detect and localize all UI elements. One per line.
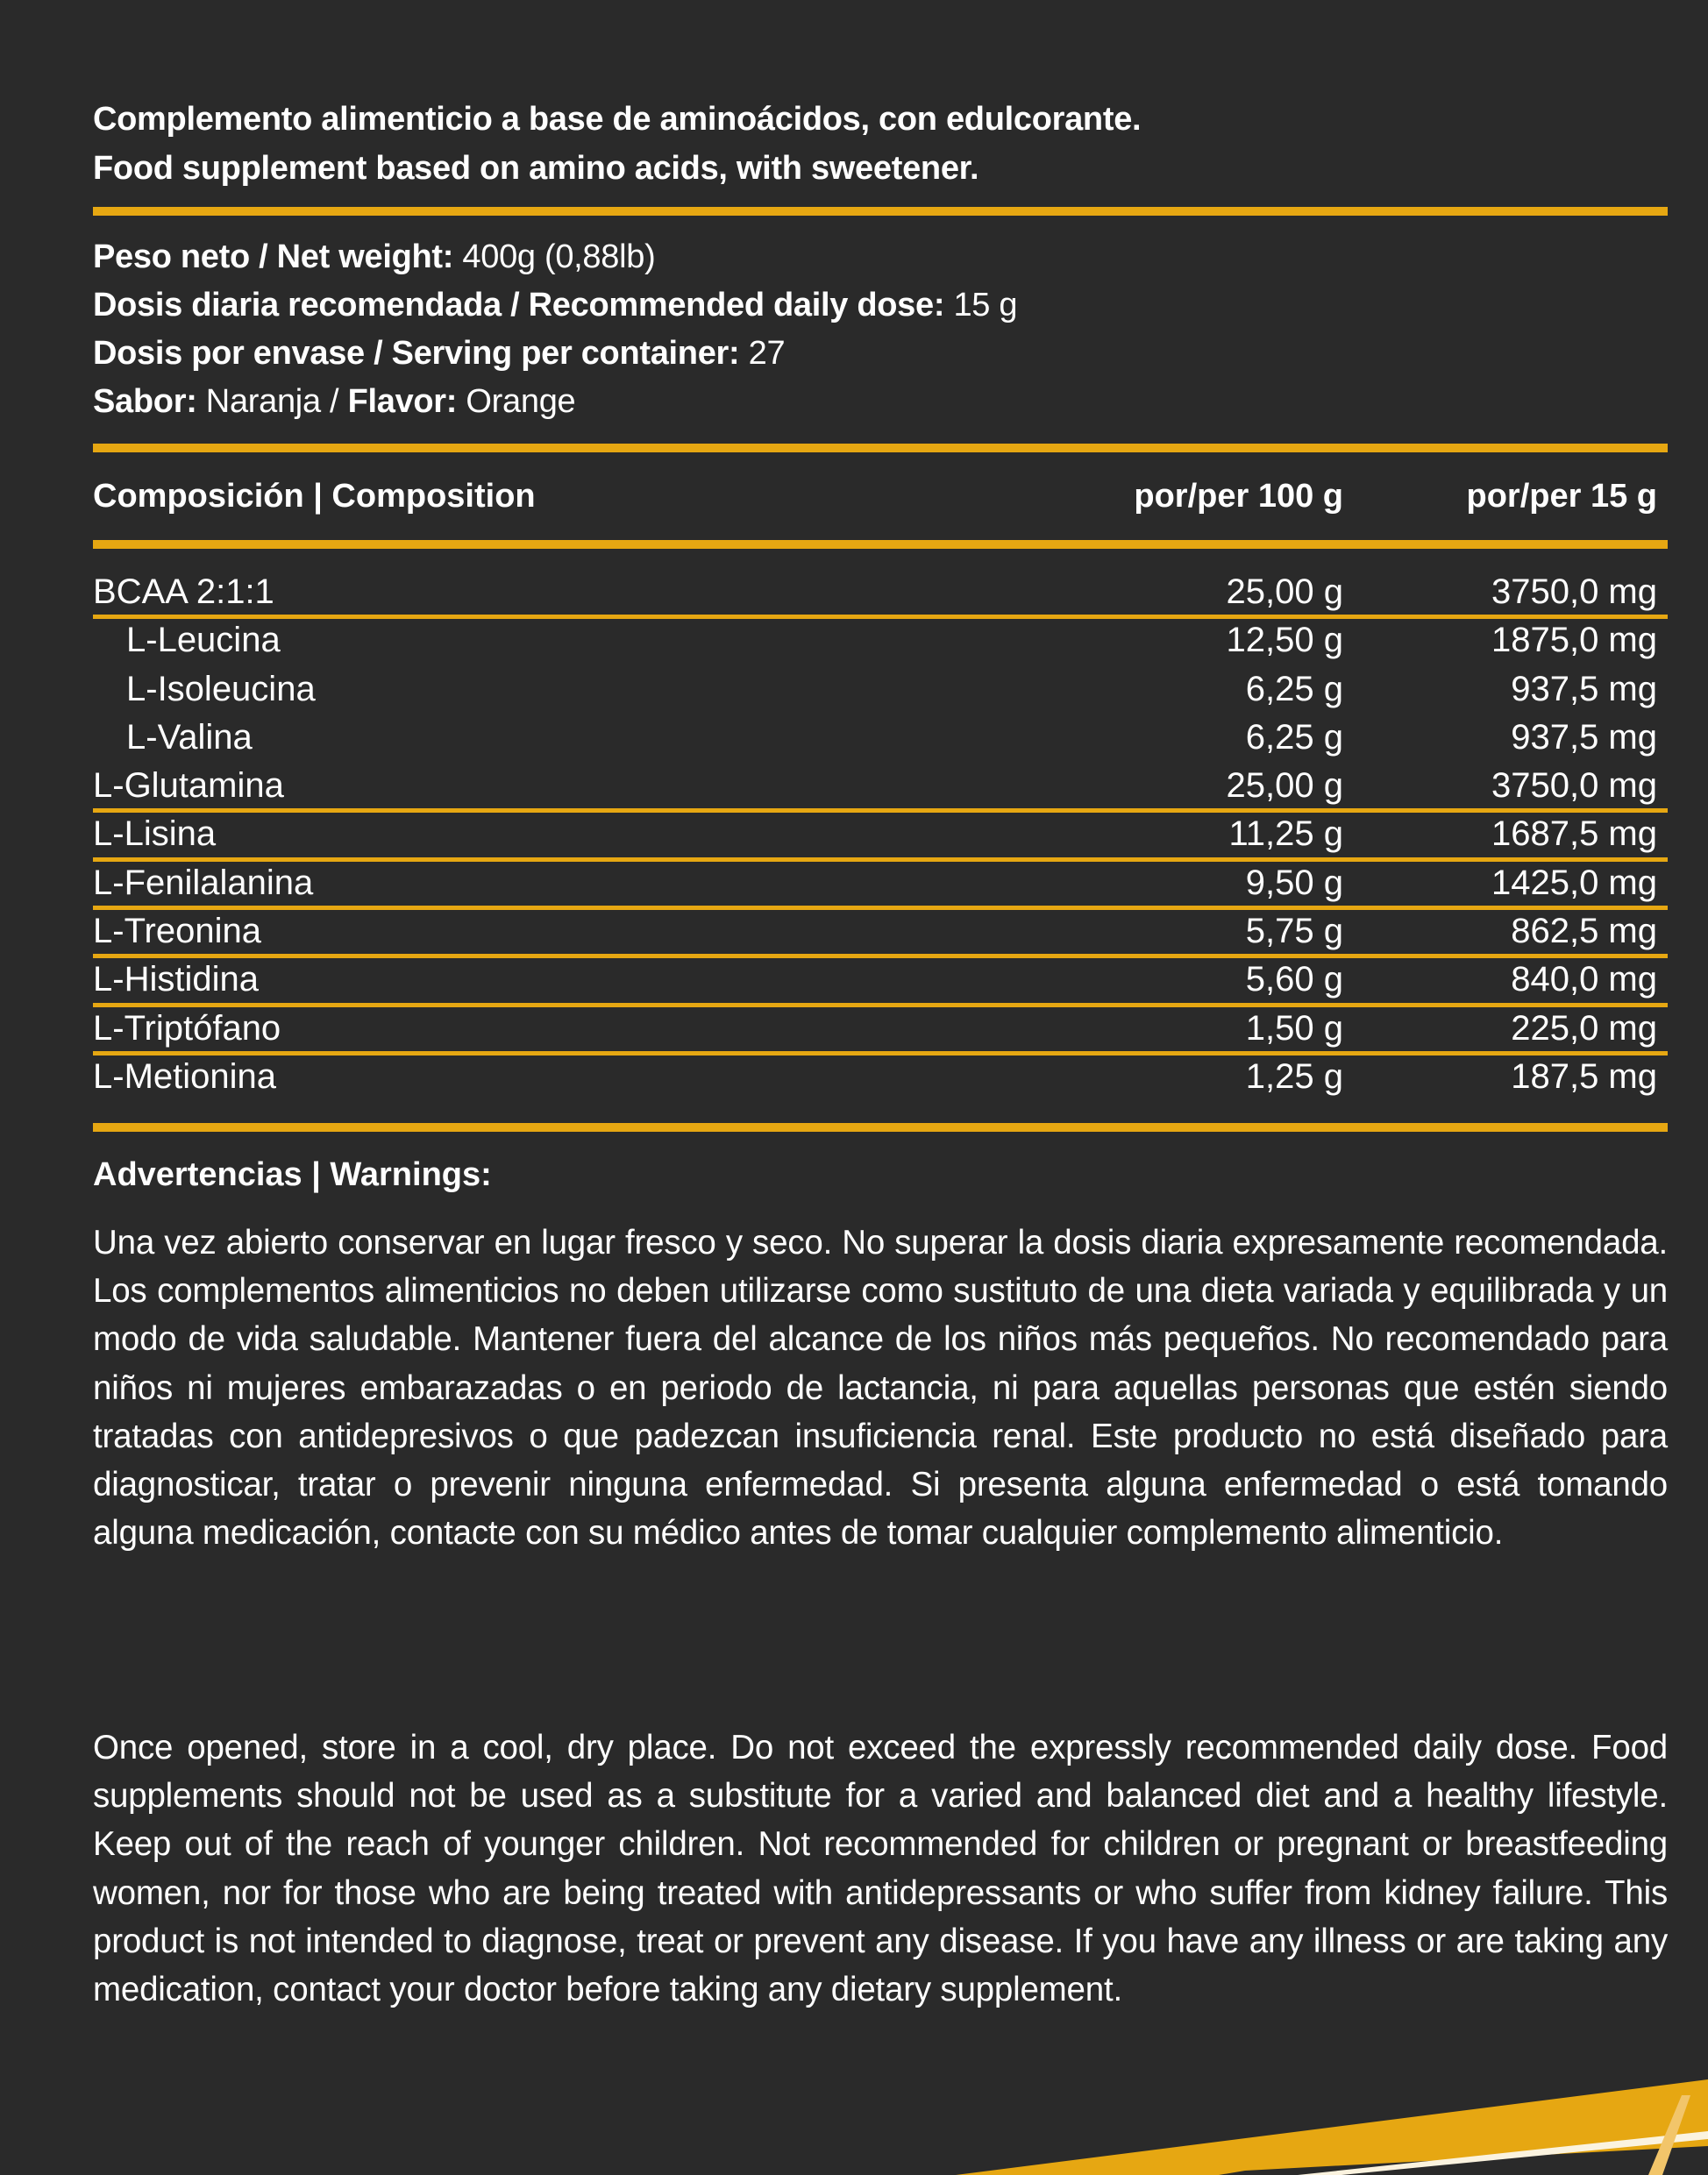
table-row [93,714,1668,762]
warnings-colon: : [480,1156,492,1193]
table-row [93,1005,1668,1053]
composition-table-header [93,470,1668,522]
table-row [93,810,1668,858]
net-weight-value: 400g (0,88lb) [453,238,656,275]
table-row [93,568,1668,616]
header-per-15g: por/per 15 g [1466,478,1657,515]
value-per-100g: 1,50 g [1245,1008,1343,1048]
table-row [93,1053,1668,1101]
value-per-15g: 3750,0 mg [1491,766,1657,806]
table-row [93,907,1668,956]
servings [93,330,1017,378]
net-weight-label: Peso neto / Net weight: [93,238,454,275]
value-per-15g: 937,5 mg [1511,669,1657,708]
flavor-value-en: Orange [457,383,576,420]
ingredient-name: L-Lisina [93,814,217,854]
value-per-15g: 1687,5 mg [1491,814,1657,854]
ingredient-name: L-Treonina [93,912,261,951]
value-per-15g: 862,5 mg [1511,912,1657,951]
header-per-100g: por/per 100 g [1134,478,1343,515]
ingredient-name: L-Fenilalanina [93,863,314,902]
ingredient-name: L-Histidina [93,960,259,999]
value-per-100g: 9,50 g [1245,863,1343,902]
description-en: Food supplement based on amino acids, with sweetener. [93,150,979,187]
value-per-100g: 5,75 g [1245,912,1343,951]
divider [93,207,1668,216]
value-per-100g: 11,25 g [1228,814,1343,854]
warnings-heading: Advertencias | Warnings [93,1156,481,1193]
table-row [93,665,1668,714]
value-per-100g: 25,00 g [1226,572,1343,611]
servings-label: Dosis por envase / Serving per container: [93,335,740,372]
warnings-title [93,1150,492,1199]
ingredient-name: L-Metionina [93,1056,277,1096]
composition-table [93,568,1668,1101]
flavor-value-es: Naranja / [196,383,348,420]
ingredient-name: L-Glutamina [93,766,284,806]
value-per-15g: 187,5 mg [1511,1056,1657,1096]
warnings-text-es: Una vez abierto conservar en lugar fresco y seco. No superar la dosis diaria expresamente recomendada. Los complementos alimenticios no deben utilizarse como sustituto de una dieta variada y equilibrada y un modo de vida saludable. Mantener fuera del alcance de los niños más pequeños. No recomendado para niños ni mujeres embarazadas o en periodo de lactancia, ni para aquellas personas que estén siendo tratadas con antidepresivos o que padezcan insuficiencia renal. Este producto no está diseñado para diagnosticar, tratar o prevenir ninguna enfermedad. Si presenta alguna enfermedad o está tomando alguna medicación, contacte con su médico antes de tomar cualquier complemento alimenticio. [93,1224,1668,1553]
divider [93,444,1668,452]
value-per-15g: 1425,0 mg [1491,863,1657,902]
product-specs [93,233,1017,426]
warnings-text-en: Once opened, store in a cool, dry place. Do not exceed the expressly recommended daily dose. Food supplements should not be used as a substitute for a varied and balanced diet and a healthy lifestyle. Keep out of the reach of younger children. Not recommended for children or pregnant or breastfeeding women, nor for those who are being treated with antidepressants or who suffer from kidney failure. This product is not intended to diagnose, treat or prevent any disease. If you have any illness or are taking any medication, contact your doctor before taking any dietary supplement. [93,1729,1668,2009]
header-composition: Composición | Composition [93,478,536,515]
value-per-15g: 3750,0 mg [1491,572,1657,611]
value-per-100g: 25,00 g [1226,766,1343,806]
table-row [93,859,1668,907]
table-row [93,762,1668,810]
daily-dose-value: 15 g [944,287,1018,323]
description-es: Complemento alimenticio a base de aminoácidos, con edulcorante. [93,101,1142,138]
value-per-15g: 840,0 mg [1511,960,1657,999]
daily-dose [93,281,1017,330]
flavor-label-es: Sabor: [93,383,197,420]
table-row [93,956,1668,1004]
net-weight [93,233,1017,281]
ingredient-name: L-Isoleucina [126,669,316,708]
decorative-stripe [0,2016,1708,2175]
daily-dose-label: Dosis diaria recomendada / Recommended daily dose: [93,287,945,323]
servings-value: 27 [739,335,786,372]
ingredient-name: L-Valina [126,717,253,757]
divider [93,1123,1668,1132]
value-per-15g: 937,5 mg [1511,717,1657,757]
table-row [93,616,1668,665]
value-per-100g: 5,60 g [1245,960,1343,999]
value-per-100g: 6,25 g [1245,717,1343,757]
flavor [93,378,1017,426]
product-description [93,95,1141,193]
ingredient-name: BCAA 2:1:1 [93,572,274,611]
value-per-15g: 1875,0 mg [1491,621,1657,660]
divider [93,540,1668,549]
value-per-100g: 6,25 g [1245,669,1343,708]
value-per-100g: 1,25 g [1245,1056,1343,1096]
value-per-15g: 225,0 mg [1511,1008,1657,1048]
ingredient-name: L-Triptófano [93,1008,281,1048]
ingredient-name: L-Leucina [126,621,281,660]
value-per-100g: 12,50 g [1226,621,1343,660]
flavor-label-en: Flavor: [347,383,458,420]
